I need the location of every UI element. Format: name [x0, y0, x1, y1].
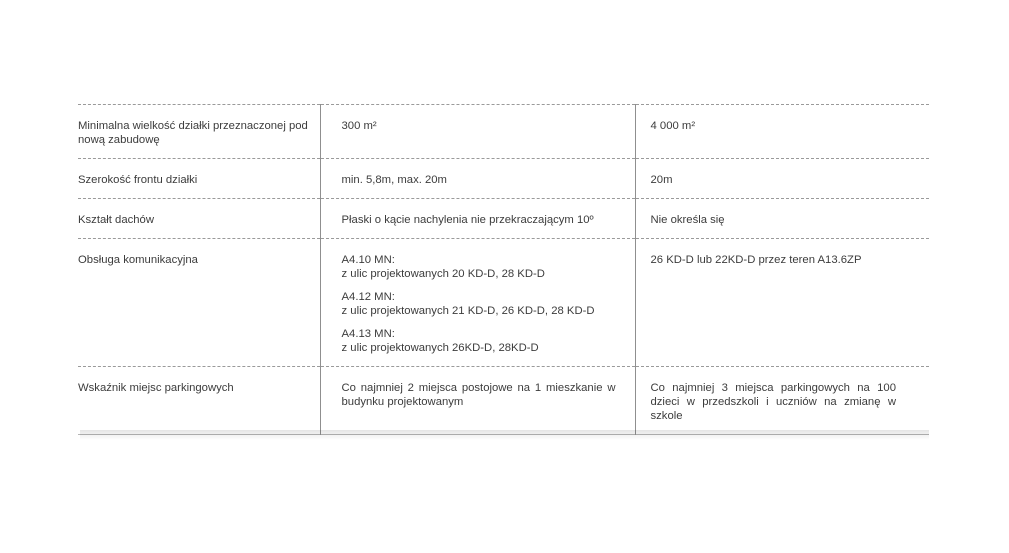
table-row-min-plot-area [78, 105, 929, 159]
cell-value-col2: 300 m² [320, 105, 635, 159]
cell-value-col2: Co najmniej 2 miejsca postojowe na 1 mieszkanie w budynku projektowanym [320, 367, 635, 435]
row-label: Szerokość frontu działki [78, 174, 198, 186]
table-row-roof-shape [78, 199, 929, 239]
parameters-table [78, 104, 929, 435]
cell-value-col3: Nie określa się [635, 199, 929, 239]
area-code: A4.13 MN: [341, 328, 395, 340]
row-label: Wskaźnik miejsc parkingowych [78, 382, 234, 394]
cell-value-col3: 4 000 m² [635, 105, 929, 159]
cell-value-col2: Płaski o kącie nachylenia nie przekraczającym 10º [320, 199, 635, 239]
area-code: A4.12 MN: [341, 291, 395, 303]
table-bottom-shadow [80, 430, 929, 440]
cell-value-col3: 26 KD-D lub 22KD-D przez teren A13.6ZP [635, 239, 929, 367]
cell-value-col2: min. 5,8m, max. 20m [320, 159, 635, 199]
row-label: Obsługa komunikacyjna [78, 254, 198, 266]
parameters-table-container [78, 104, 929, 435]
area-code: A4.10 MN: [341, 254, 395, 266]
cell-value-col3: 20m [635, 159, 929, 199]
cell-value-col2 [320, 239, 635, 367]
road-list: z ulic projektowanych 26KD-D, 28KD-D [341, 342, 539, 354]
road-list: z ulic projektowanych 20 KD-D, 28 KD-D [341, 268, 545, 280]
row-label: Minimalna wielkość działki przeznaczonej pod nową zabudowę [78, 120, 308, 146]
road-list: z ulic projektowanych 21 KD-D, 26 KD-D, 28 KD-D [341, 305, 595, 317]
table-row-frontage-width [78, 159, 929, 199]
row-label: Kształt dachów [78, 214, 154, 226]
table-row-parking-ratio [78, 367, 929, 435]
cell-value-col3: Co najmniej 3 miejsca parkingowych na 100 dzieci w przedszkoli i uczniów na zmianę w szkole [635, 367, 929, 435]
table-row-access-roads [78, 239, 929, 367]
